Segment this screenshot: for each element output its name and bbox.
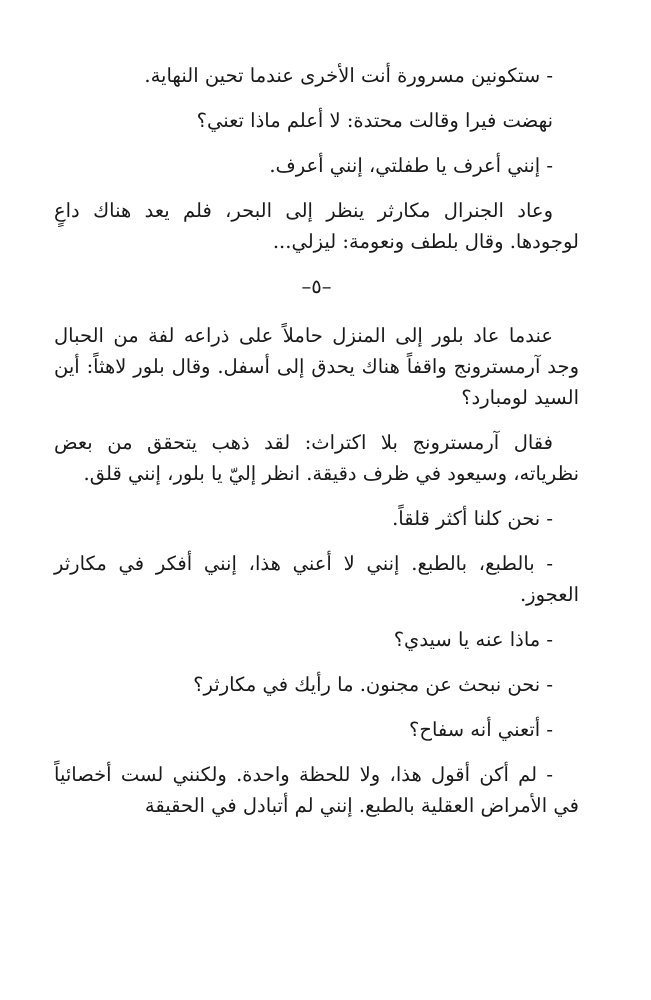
narration-paragraph: وعاد الجنرال مكارثر ينظر إلى البحر، فلم يعد هناك داعٍ لوجودها. وقال بلطف ونعومة: ليزلي... (54, 199, 579, 253)
dialogue-paragraph: - نحن نبحث عن مجنون. ما رأيك في مكارثر؟ (193, 673, 553, 696)
dialogue-paragraph: - نحن كلنا أكثر قلقاً. (392, 507, 553, 530)
dialogue-paragraph: - بالطبع، بالطبع. إنني لا أعني هذا، إنني أفكر في مكارثر العجوز. (54, 552, 579, 606)
dialogue-paragraph: - ستكونين مسرورة أنت الأخرى عندما تحين النهاية. (144, 64, 553, 87)
section-number: –٥– (301, 275, 332, 298)
dialogue-paragraph: - أتعني أنه سفاح؟ (409, 718, 553, 741)
dialogue-paragraph: - إنني أعرف يا طفلتي، إنني أعرف. (269, 154, 553, 177)
narration-paragraph: فقال آرمسترونج بلا اكتراث: لقد ذهب يتحقق من بعض نظرياته، وسيعود في ظرف دقيقة. انظر إليّ يا بلور، إنني قلق. (54, 431, 579, 485)
dialogue-paragraph: - ماذا عنه يا سيدي؟ (393, 628, 553, 651)
narration-paragraph: نهضت فيرا وقالت محتدة: لا أعلم ماذا تعني؟ (196, 109, 553, 132)
dialogue-paragraph: - لم أكن أقول هذا، ولا للحظة واحدة. ولكنني لست أخصائياً في الأمراض العقلية بالطبع. إنني لم أتبادل في الحقيقة (54, 763, 579, 817)
narration-paragraph: عندما عاد بلور إلى المنزل حاملاً على ذراعه لفة من الحبال وجد آرمسترونج واقفاً هناك يحدق إلى أسفل. وقال بلور لاهثاً: أين السيد لومبارد؟ (54, 324, 579, 409)
